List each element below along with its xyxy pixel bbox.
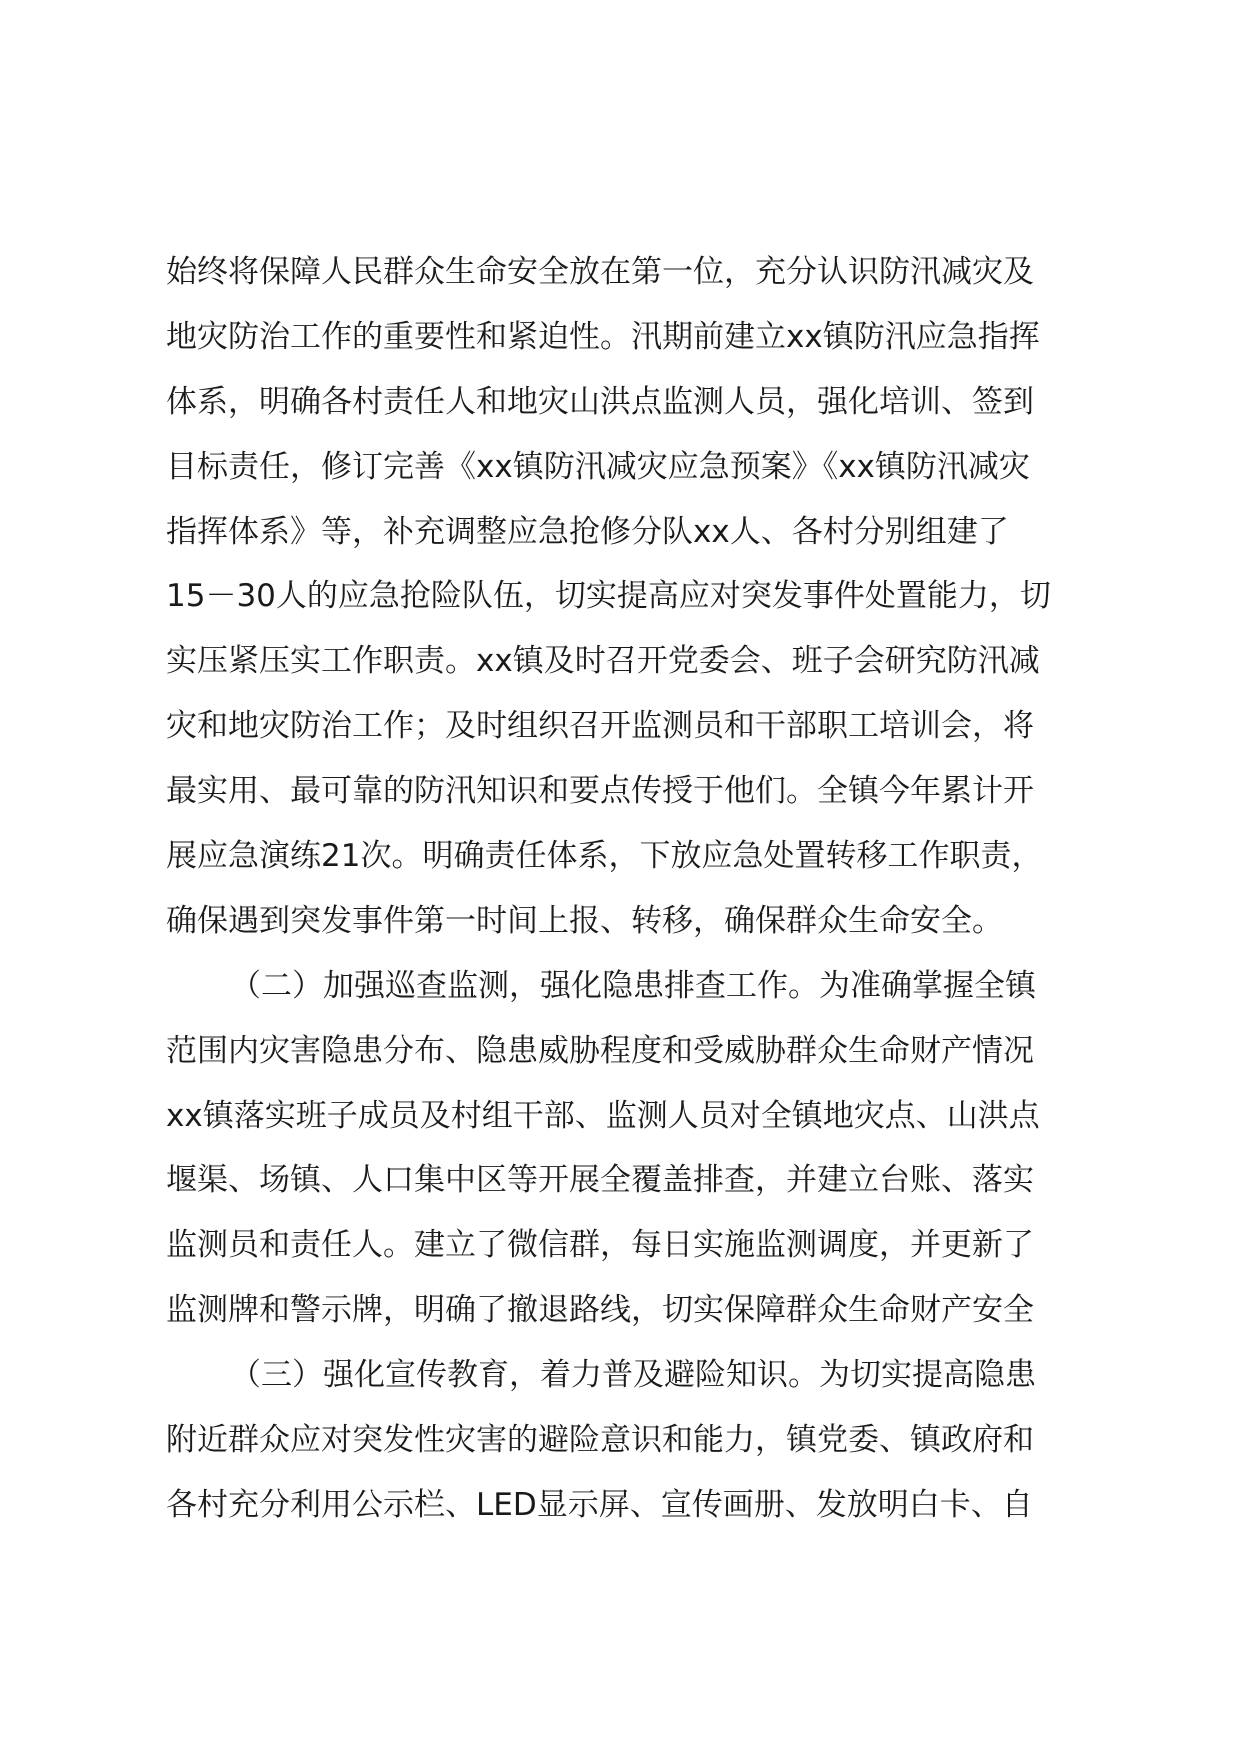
text-line: 最实用、最可靠的防汛知识和要点传授于他们。全镇今年累计开 xyxy=(166,773,1034,810)
text-line: 堰渠、场镇、人口集中区等开展全覆盖排查，并建立台账、落实 xyxy=(166,1162,1034,1199)
text-line: 附近群众应对突发性灾害的避险意识和能力，镇党委、镇政府和 xyxy=(166,1422,1034,1459)
text-line: 灾和地灾防治工作；及时组织召开监测员和干部职工培训会，将 xyxy=(166,708,1034,745)
text-line: 体系，明确各村责任人和地灾山洪点监测人员，强化培训、签到 xyxy=(166,383,1034,420)
text-line: 指挥体系》等，补充调整应急抢修分队xx人、各村分别组建了 xyxy=(166,513,1009,550)
section-heading-line: （二）加强巡查监测，强化隐患排查工作。为准确掌握全镇 xyxy=(230,967,1036,1004)
text-line: 监测员和责任人。建立了微信群，每日实施监测调度，并更新了 xyxy=(166,1227,1034,1264)
text-line: 15－30人的应急抢险队伍，切实提高应对突发事件处置能力，切 xyxy=(166,578,1051,615)
text-line: 展应急演练21次。明确责任体系，下放应急处置转移工作职责， xyxy=(166,838,1043,875)
text-line: 确保遇到突发事件第一时间上报、转移，确保群众生命安全。 xyxy=(166,902,1003,939)
text-line: 始终将保障人民群众生命安全放在第一位，充分认识防汛减灾及 xyxy=(166,254,1034,290)
text-line: 目标责任，修订完善《xx镇防汛减灾应急预案》《xx镇防汛减灾 xyxy=(166,448,1030,485)
text-line: 监测牌和警示牌，明确了撤退路线，切实保障群众生命财产安全 xyxy=(166,1292,1034,1329)
text-line: 各村充分利用公示栏、LED显示屏、宣传画册、发放明白卡、自 xyxy=(166,1486,1033,1523)
text-line: 地灾防治工作的重要性和紧迫性。汛期前建立xx镇防汛应急指挥 xyxy=(166,318,1040,355)
text-line: 实压紧压实工作职责。xx镇及时召开党委会、班子会研究防汛减 xyxy=(166,643,1040,680)
text-line: xx镇落实班子成员及村组干部、监测人员对全镇地灾点、山洪点 xyxy=(166,1097,1040,1134)
body-text xyxy=(166,240,1126,1538)
text-line: 范围内灾害隐患分布、隐患威胁程度和受威胁群众生命财产情况 xyxy=(166,1032,1034,1069)
section-heading-line: （三）强化宣传教育，着力普及避险知识。为切实提高隐患 xyxy=(230,1357,1036,1394)
